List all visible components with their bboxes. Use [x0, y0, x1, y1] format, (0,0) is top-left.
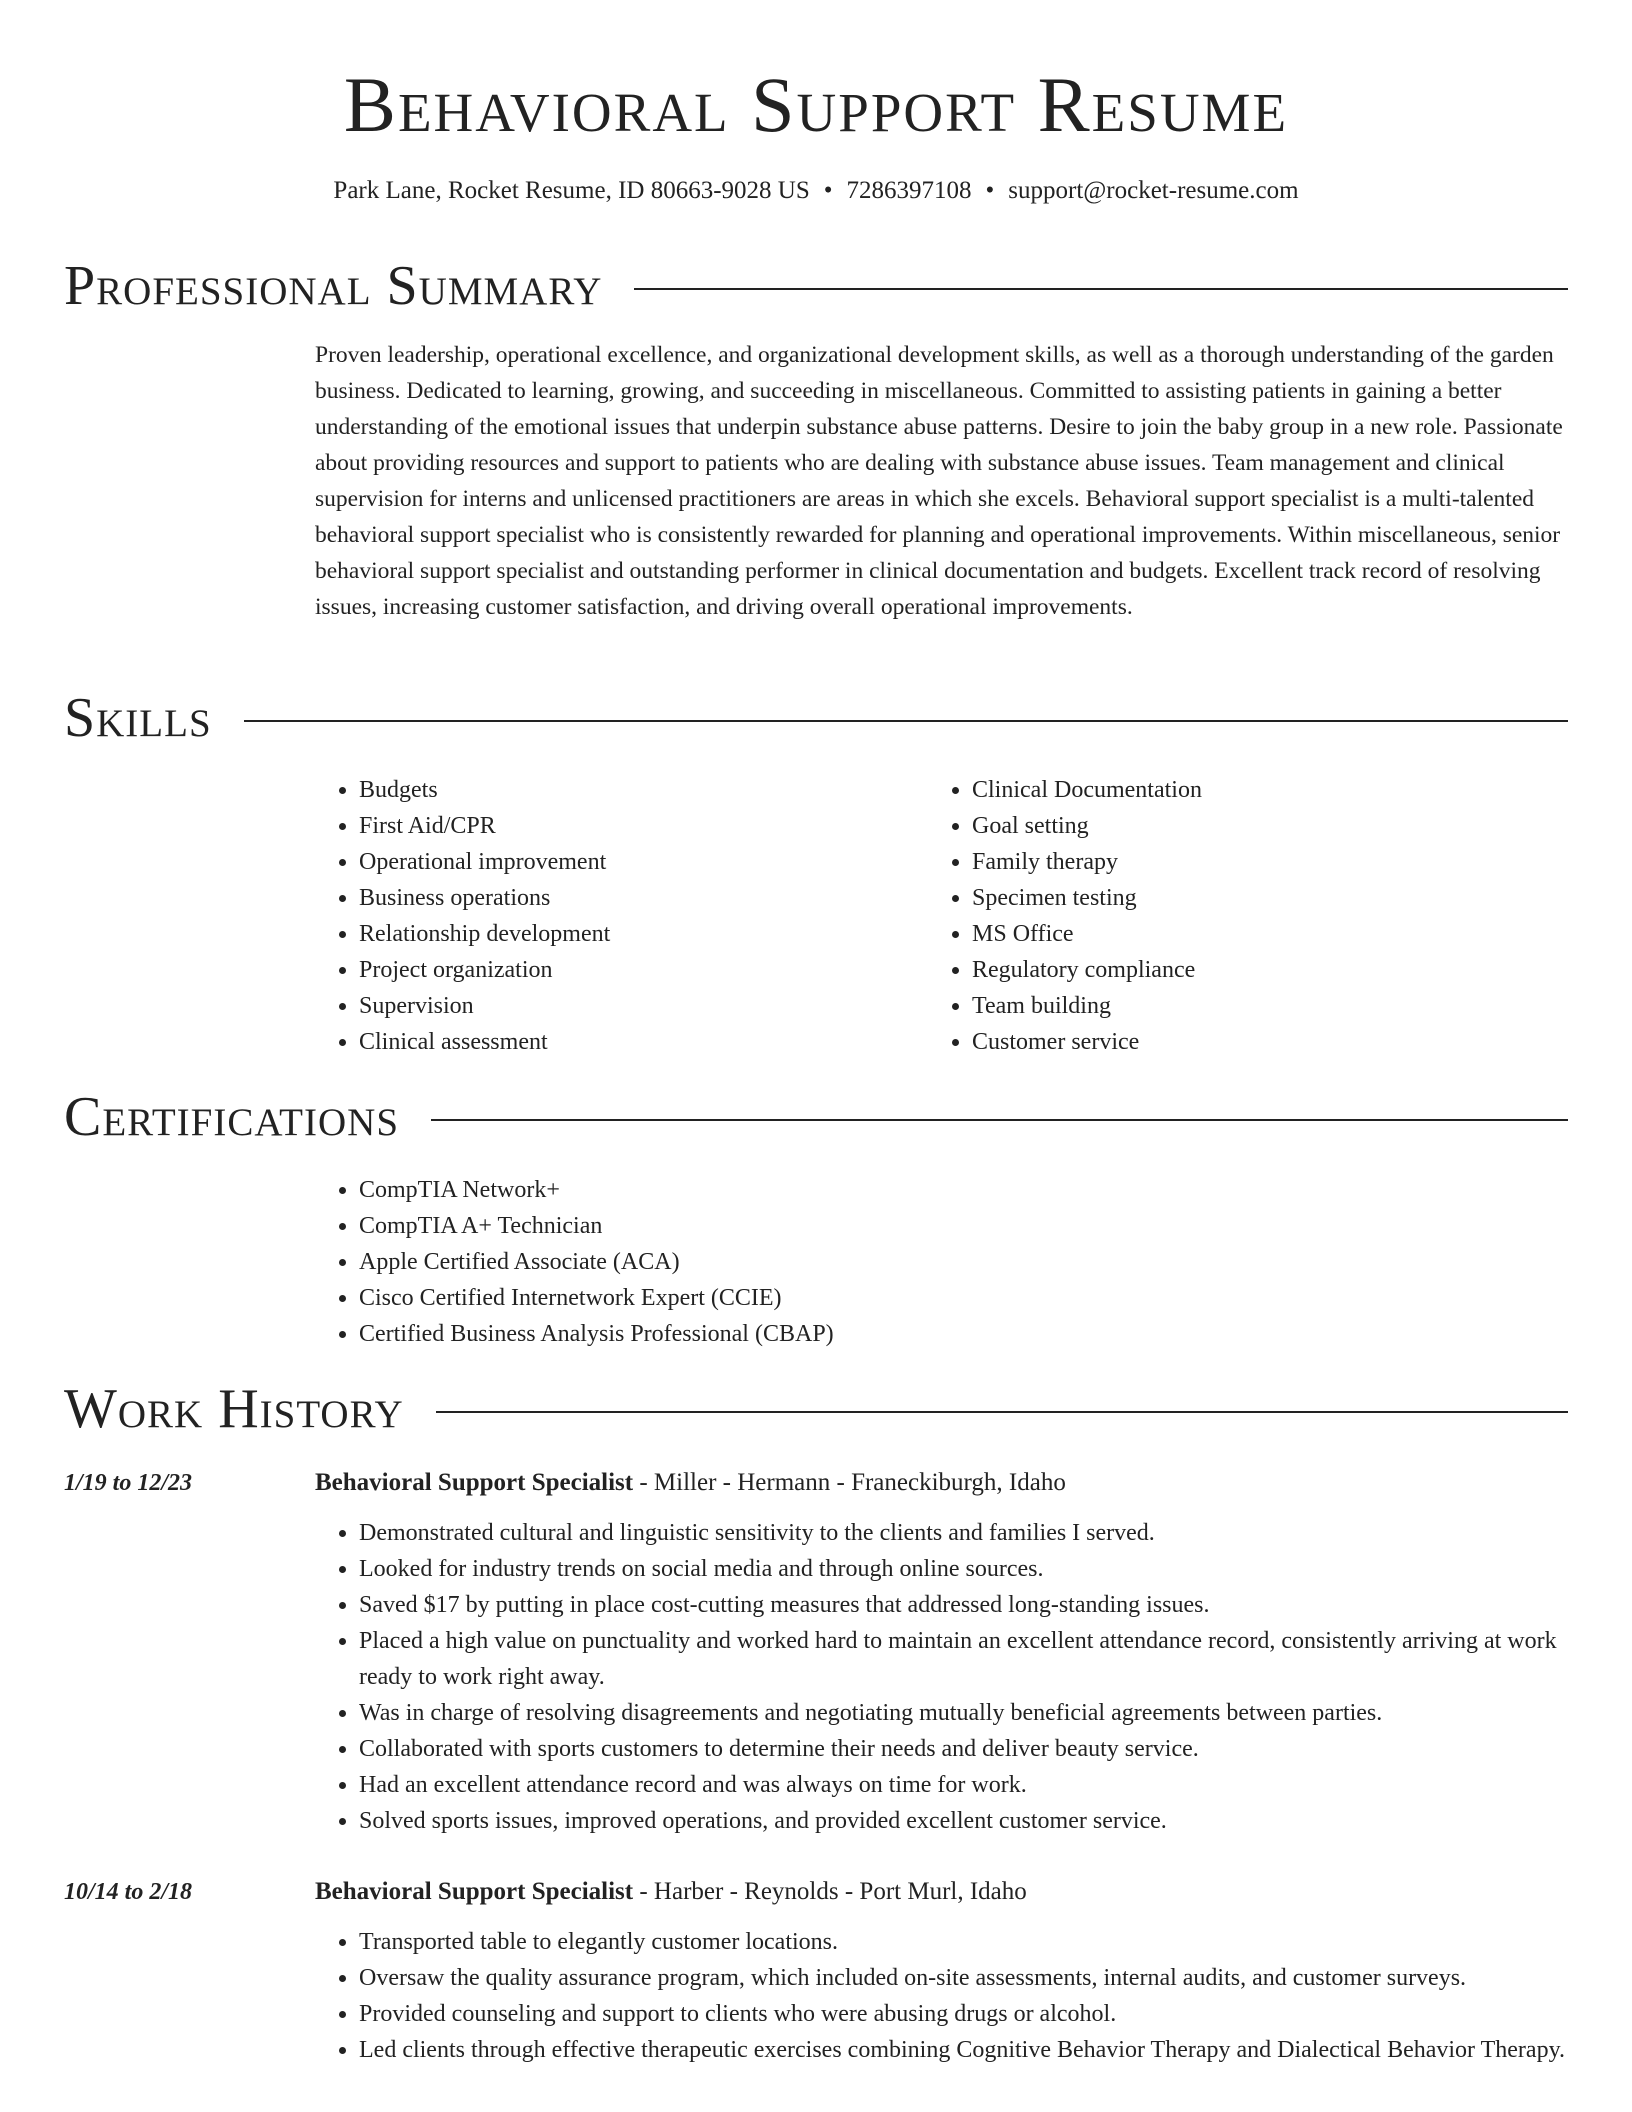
- certifications-section-header: [64, 1085, 1568, 1149]
- certification-item: • Certified Business Analysis Professional (CBAP): [359, 1316, 1568, 1352]
- certifications-list: [315, 1172, 1568, 1352]
- job-duty: • Solved sports issues, improved operations, and provided excellent customer service.: [359, 1803, 1568, 1839]
- contact-address: Park Lane, Rocket Resume, ID 80663-9028 US: [333, 177, 810, 204]
- section-divider: [431, 1119, 1568, 1121]
- certification-item: • Cisco Certified Internetwork Expert (CCIE): [359, 1280, 1568, 1316]
- skills-column-right: [928, 772, 1528, 1060]
- skill-item: • Clinical Documentation: [972, 772, 1528, 808]
- work-history-heading: Work History: [64, 1378, 404, 1440]
- job-title-line: [315, 1874, 1027, 1910]
- job-duty: • Had an excellent attendance record and was always on time for work.: [359, 1767, 1568, 1803]
- contact-separator: •: [985, 177, 995, 204]
- certification-item: • Apple Certified Associate (ACA): [359, 1244, 1568, 1280]
- job-duty: • Provided counseling and support to clients who were abusing drugs or alcohol.: [359, 1996, 1568, 2032]
- skill-item: • Team building: [972, 988, 1528, 1024]
- skills-section-header: [64, 686, 1568, 750]
- job-dates: 10/14 to 2/18: [64, 1879, 193, 1905]
- job-duties-list: [315, 1924, 1568, 2068]
- job-title: Behavioral Support Specialist: [315, 1878, 634, 1905]
- skill-item: • Operational improvement: [359, 844, 915, 880]
- skill-item: • Specimen testing: [972, 880, 1528, 916]
- section-divider: [436, 1411, 1568, 1413]
- certification-item: • CompTIA Network+: [359, 1172, 1568, 1208]
- job-title: Behavioral Support Specialist: [315, 1469, 634, 1496]
- skill-item: • Supervision: [359, 988, 915, 1024]
- job-duty: • Transported table to elegantly customer locations.: [359, 1924, 1568, 1960]
- skill-item: • Project organization: [359, 952, 915, 988]
- job-duty: • Led clients through effective therapeutic exercises combining Cognitive Behavior Therapy and Dialectical Behavior Therapy.: [359, 2032, 1568, 2068]
- skill-item: • Goal setting: [972, 808, 1528, 844]
- job-duty: • Demonstrated cultural and linguistic sensitivity to the clients and families I served.: [359, 1515, 1568, 1551]
- contact-separator: •: [823, 177, 833, 204]
- contact-line: [64, 173, 1568, 209]
- job-duty: • Placed a high value on punctuality and worked hard to maintain an excellent attendance record, consistently arriving at work ready to work right away.: [359, 1623, 1568, 1695]
- work-history-section-header: [64, 1377, 1568, 1441]
- certification-item: • CompTIA A+ Technician: [359, 1208, 1568, 1244]
- certifications-heading: Certifications: [64, 1086, 400, 1148]
- resume-title: Behavioral Support Resume: [343, 61, 1289, 148]
- summary-text: Proven leadership, operational excellence, and organizational development skills, as well as a thorough understanding of the garden business. Dedicated to learning, growing, and succeeding in miscellaneous. Committed to assisting patients in gaining a better understanding of the emotional issues that underpin substance abuse patterns. Desire to join the baby group in a new role. Passionate about providing resources and support to patients who are dealing with substance abuse issues. Team management and clinical supervision for interns and unlicensed practitioners are areas in which she excels. Behavioral support specialist is a multi-talented behavioral support specialist who is consistently rewarded for planning and operational improvements. Within miscellaneous, senior behavioral support specialist and outstanding performer in clinical documentation and budgets. Excellent track record of resolving issues, increasing customer satisfaction, and driving overall operational improvements.: [315, 342, 1563, 620]
- summary-section-header: [64, 254, 1568, 318]
- skill-item: • Relationship development: [359, 916, 915, 952]
- skills-heading: Skills: [64, 687, 212, 749]
- section-divider: [634, 288, 1568, 290]
- job-duties: [315, 1924, 1568, 2068]
- skill-item: • MS Office: [972, 916, 1528, 952]
- job-dates: 1/19 to 12/23: [64, 1470, 193, 1496]
- contact-email: support@rocket-resume.com: [1008, 177, 1299, 204]
- job-title-line: [315, 1465, 1066, 1501]
- job-employer: - Harber - Reynolds - Port Murl, Idaho: [633, 1878, 1027, 1905]
- job-duties: [315, 1515, 1568, 1839]
- job-duties-list: [315, 1515, 1568, 1839]
- skills-list-right: [928, 772, 1528, 1060]
- job-duty: • Collaborated with sports customers to determine their needs and deliver beauty service.: [359, 1731, 1568, 1767]
- section-divider: [244, 720, 1568, 722]
- job-duty: • Oversaw the quality assurance program, which included on-site assessments, internal audits, and customer surveys.: [359, 1960, 1568, 1996]
- certifications-block: [315, 1172, 1568, 1352]
- skill-item: • Regulatory compliance: [972, 952, 1528, 988]
- job-duty: • Looked for industry trends on social media and through online sources.: [359, 1551, 1568, 1587]
- skills-column-left: [315, 772, 915, 1060]
- job-duty: • Was in charge of resolving disagreements and negotiating mutually beneficial agreements between parties.: [359, 1695, 1568, 1731]
- skills-list-left: [315, 772, 915, 1060]
- skill-item: • Clinical assessment: [359, 1024, 915, 1060]
- summary-heading: Professional Summary: [64, 255, 603, 317]
- skill-item: • Family therapy: [972, 844, 1528, 880]
- job-employer: - Miller - Hermann - Franeckiburgh, Idaho: [633, 1469, 1066, 1496]
- skill-item: • First Aid/CPR: [359, 808, 915, 844]
- skill-item: • Business operations: [359, 880, 915, 916]
- skill-item: • Customer service: [972, 1024, 1528, 1060]
- contact-phone: 7286397108: [846, 177, 972, 204]
- job-duty: • Saved $17 by putting in place cost-cutting measures that addressed long-standing issues.: [359, 1587, 1568, 1623]
- skill-item: • Budgets: [359, 772, 915, 808]
